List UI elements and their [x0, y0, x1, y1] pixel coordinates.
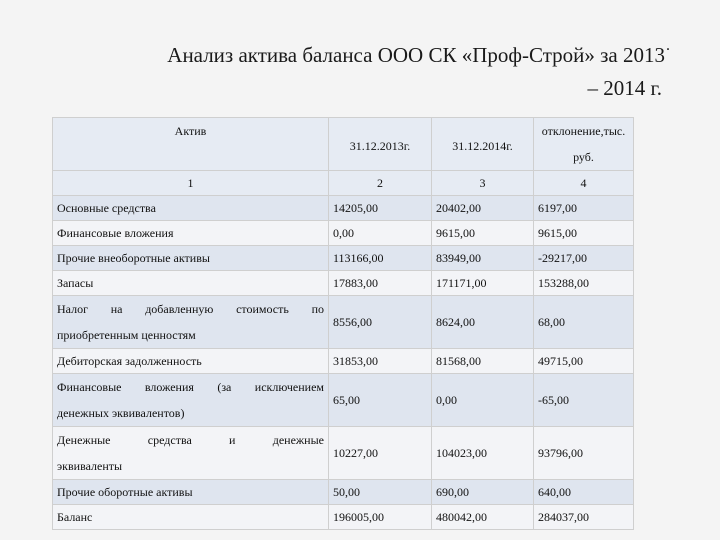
value-2014: 0,00 [432, 374, 534, 427]
table-row [53, 196, 634, 221]
row-label-line2: приобретенным ценностям [57, 328, 196, 342]
value-deviation: 284037,00 [534, 505, 634, 530]
value-2014: 9615,00 [432, 221, 534, 246]
header-2013: 31.12.2013г. [329, 118, 432, 171]
row-label: Финансовые вложения [53, 221, 329, 246]
value-2014: 81568,00 [432, 349, 534, 374]
col-num-4: 4 [534, 171, 634, 196]
value-2014: 104023,00 [432, 427, 534, 480]
row-label: Основные средства [53, 196, 329, 221]
value-2013: 17883,00 [329, 271, 432, 296]
value-deviation: 153288,00 [534, 271, 634, 296]
col-num-1: 1 [53, 171, 329, 196]
value-deviation: -29217,00 [534, 246, 634, 271]
row-label-line2: эквиваленты [57, 459, 123, 473]
row-label: Дебиторская задолженность [53, 349, 329, 374]
balance-table [52, 117, 634, 530]
header-aktiv: Актив [53, 118, 329, 171]
value-deviation: -65,00 [534, 374, 634, 427]
row-label: Запасы [53, 271, 329, 296]
table-row [53, 349, 634, 374]
value-deviation: 93796,00 [534, 427, 634, 480]
value-deviation: 640,00 [534, 480, 634, 505]
row-label: Баланс [53, 505, 329, 530]
slide-title [80, 37, 670, 104]
value-2013: 0,00 [329, 221, 432, 246]
row-label: Прочие внеоборотные активы [53, 246, 329, 271]
value-2014: 171171,00 [432, 271, 534, 296]
table-row [53, 374, 634, 427]
col-num-3: 3 [432, 171, 534, 196]
value-2014: 20402,00 [432, 196, 534, 221]
row-label [53, 427, 329, 480]
title-line-1: Анализ актива баланса ООО СК «Проф-Строй» за 2013. [167, 37, 670, 67]
title-line-2: – 2014 г. [587, 76, 662, 100]
value-2013: 8556,00 [329, 296, 432, 349]
value-2014: 480042,00 [432, 505, 534, 530]
table-row [53, 480, 634, 505]
table-row [53, 221, 634, 246]
col-num-2: 2 [329, 171, 432, 196]
header-row [53, 118, 634, 171]
value-2013: 14205,00 [329, 196, 432, 221]
row-label-line1: Денежные средства и денежные [57, 433, 324, 447]
row-label-line2: денежных эквивалентов) [57, 406, 185, 420]
row-label [53, 296, 329, 349]
row-label-line1: Налог на добавленную стоимость по [57, 302, 324, 316]
row-label-line1: Финансовые вложения (за исключением [57, 380, 324, 394]
value-2013: 196005,00 [329, 505, 432, 530]
table-row [53, 246, 634, 271]
table-row [53, 271, 634, 296]
column-number-row [53, 171, 634, 196]
value-2013: 10227,00 [329, 427, 432, 480]
value-deviation: 49715,00 [534, 349, 634, 374]
header-deviation-line2: руб. [573, 150, 594, 164]
value-2013: 31853,00 [329, 349, 432, 374]
value-deviation: 9615,00 [534, 221, 634, 246]
row-label: Прочие оборотные активы [53, 480, 329, 505]
value-deviation: 6197,00 [534, 196, 634, 221]
value-2013: 50,00 [329, 480, 432, 505]
value-2013: 113166,00 [329, 246, 432, 271]
table-row [53, 505, 634, 530]
value-2014: 8624,00 [432, 296, 534, 349]
row-label [53, 374, 329, 427]
value-deviation: 68,00 [534, 296, 634, 349]
value-2014: 83949,00 [432, 246, 534, 271]
header-deviation-line1: отклонение,тыс. [541, 124, 626, 138]
header-2014: 31.12.2014г. [432, 118, 534, 171]
value-2013: 65,00 [329, 374, 432, 427]
table-row [53, 427, 634, 480]
header-deviation [534, 118, 634, 171]
value-2014: 690,00 [432, 480, 534, 505]
title-dot: . [666, 37, 670, 54]
table-row [53, 296, 634, 349]
